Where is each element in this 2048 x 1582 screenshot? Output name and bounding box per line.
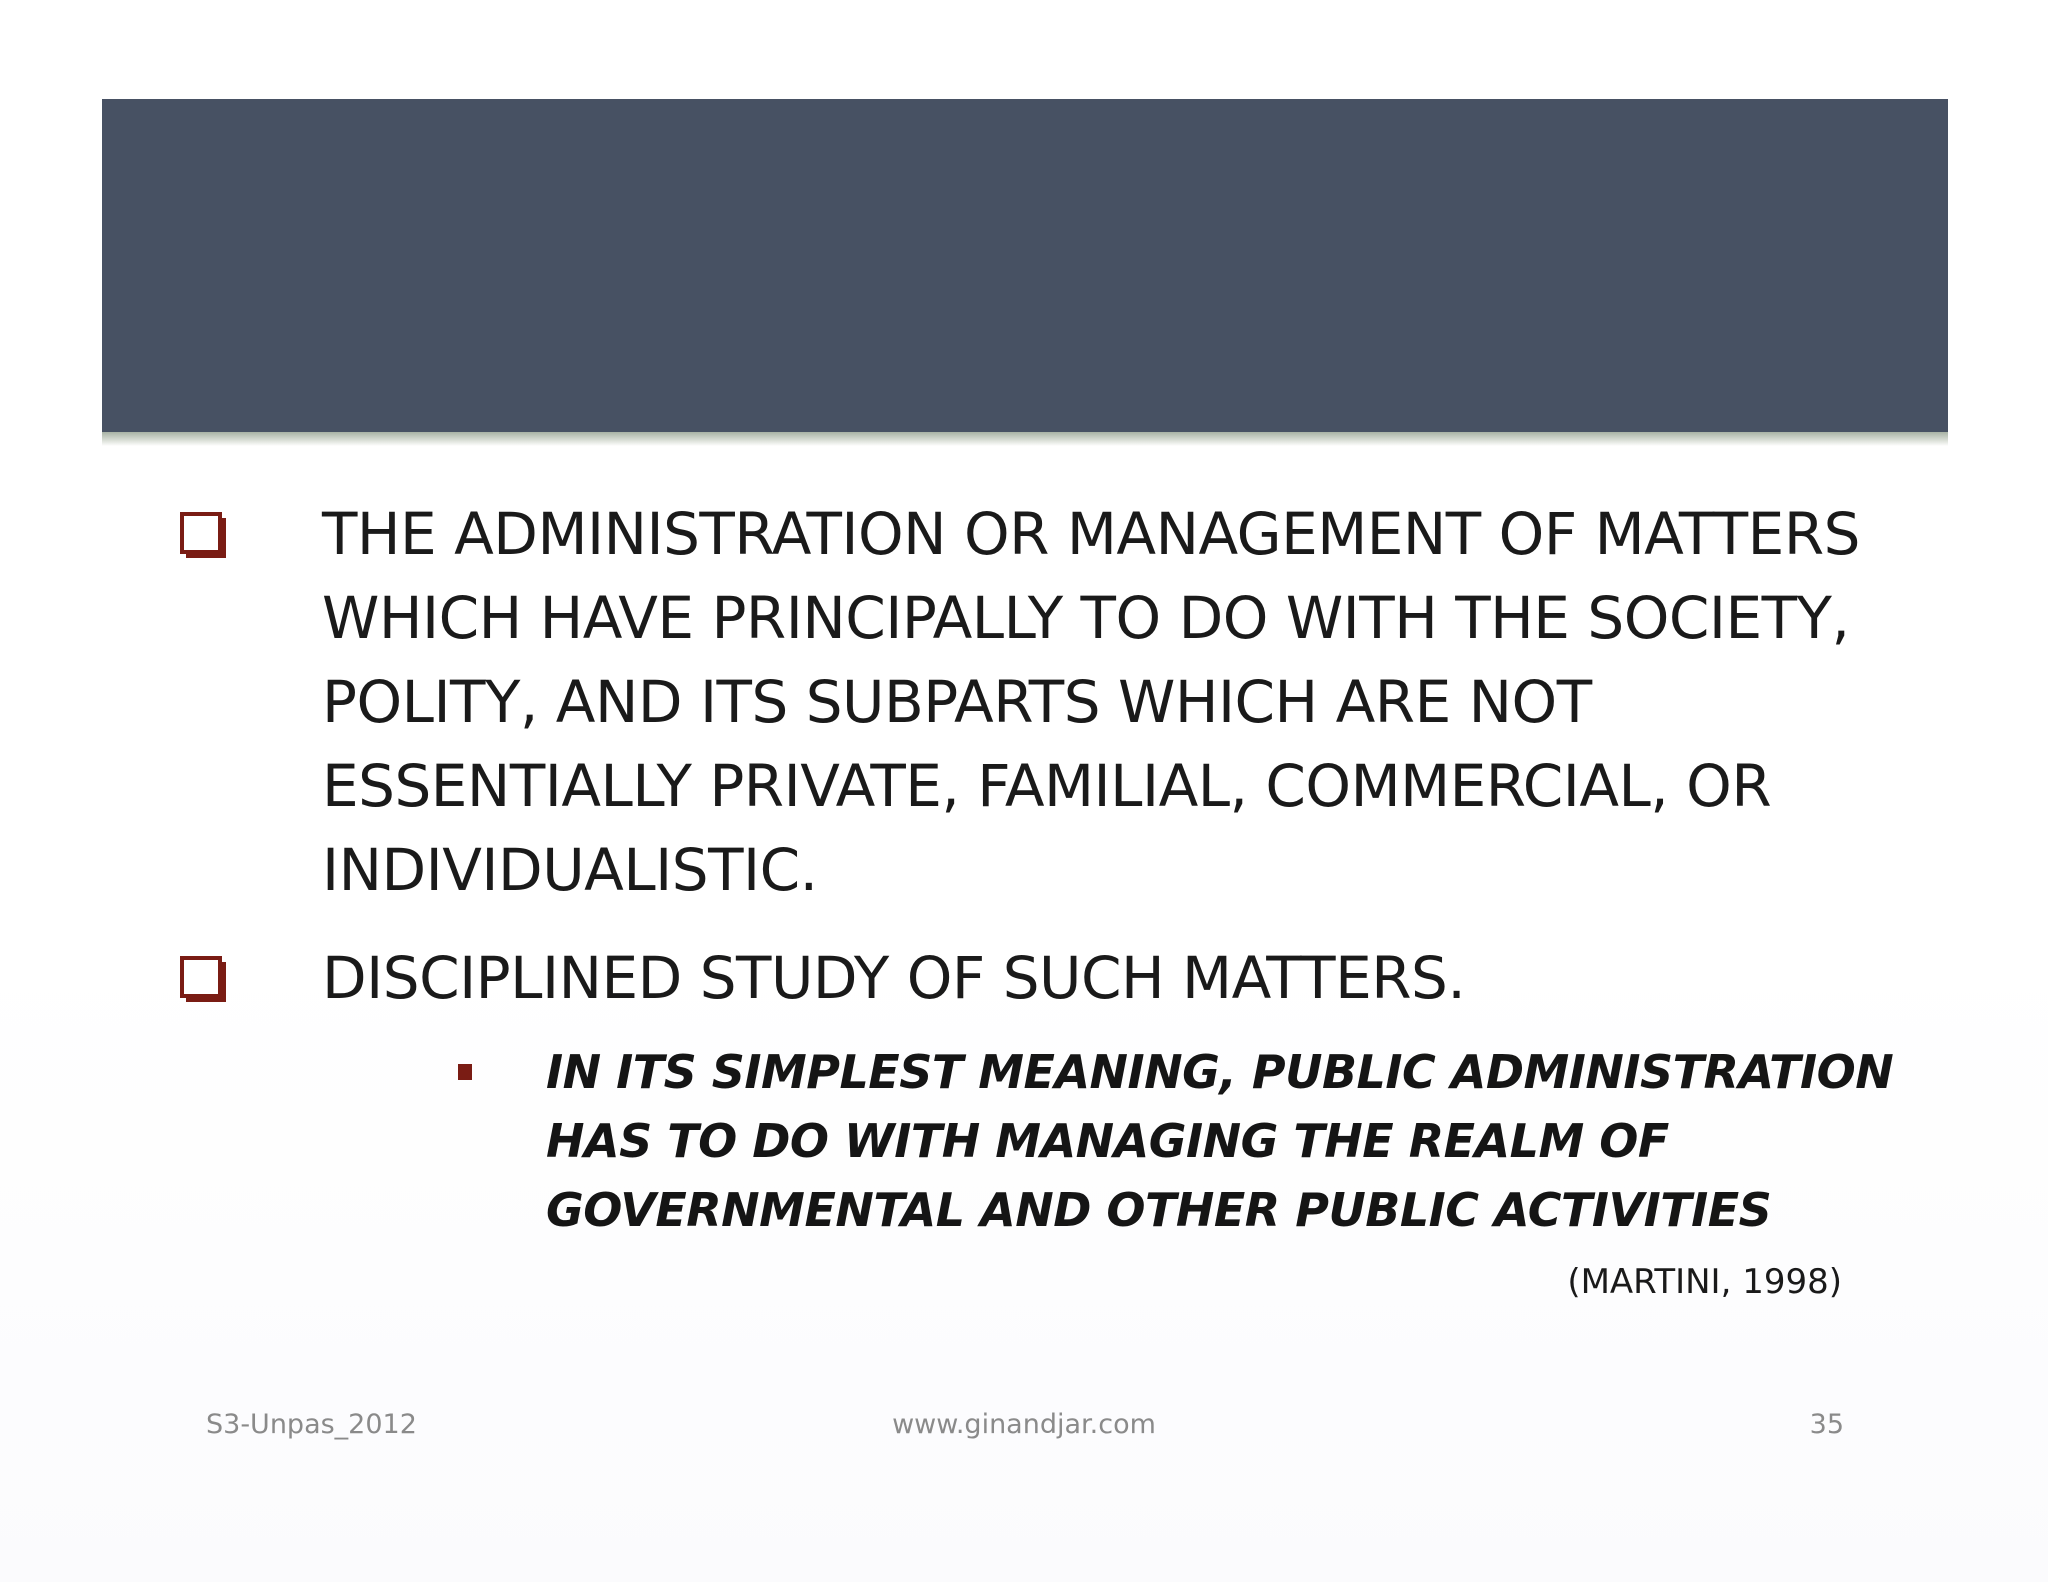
small-square-icon (458, 1064, 472, 1080)
checkbox-face (180, 512, 222, 554)
quote-text: IN ITS SIMPLEST MEANING, PUBLIC ADMINISTRATION HAS TO DO WITH MANAGING THE REALM OF GOVERNMENTAL AND OTHER PUBLIC ACTIVITIES (546, 1045, 1894, 1237)
footer-center: www.ginandjar.com (892, 1409, 1156, 1440)
title-band (102, 99, 1948, 432)
citation: (MARTINI, 1998) (1567, 1262, 1842, 1302)
bullet-text-2: DISCIPLINED STUDY OF SUCH MATTERS. (322, 944, 1466, 1012)
checkbox-square-icon (180, 512, 220, 552)
footer-left: S3-Unpas_2012 (206, 1409, 417, 1440)
checkbox-face (180, 956, 222, 998)
checkbox-square-icon (180, 956, 220, 996)
bullet-text-1: THE ADMINISTRATION OR MANAGEMENT OF MATTERS WHICH HAVE PRINCIPALLY TO DO WITH THE SOCIETY, POLITY, AND ITS SUBPARTS WHICH ARE NOT ESSENTIALLY PRIVATE, FAMILIAL, COMMERCIAL, OR INDIVIDUALISTIC. (322, 500, 1860, 904)
page-number: 35 (1809, 1409, 1844, 1440)
title-band-shadow (102, 432, 1948, 446)
